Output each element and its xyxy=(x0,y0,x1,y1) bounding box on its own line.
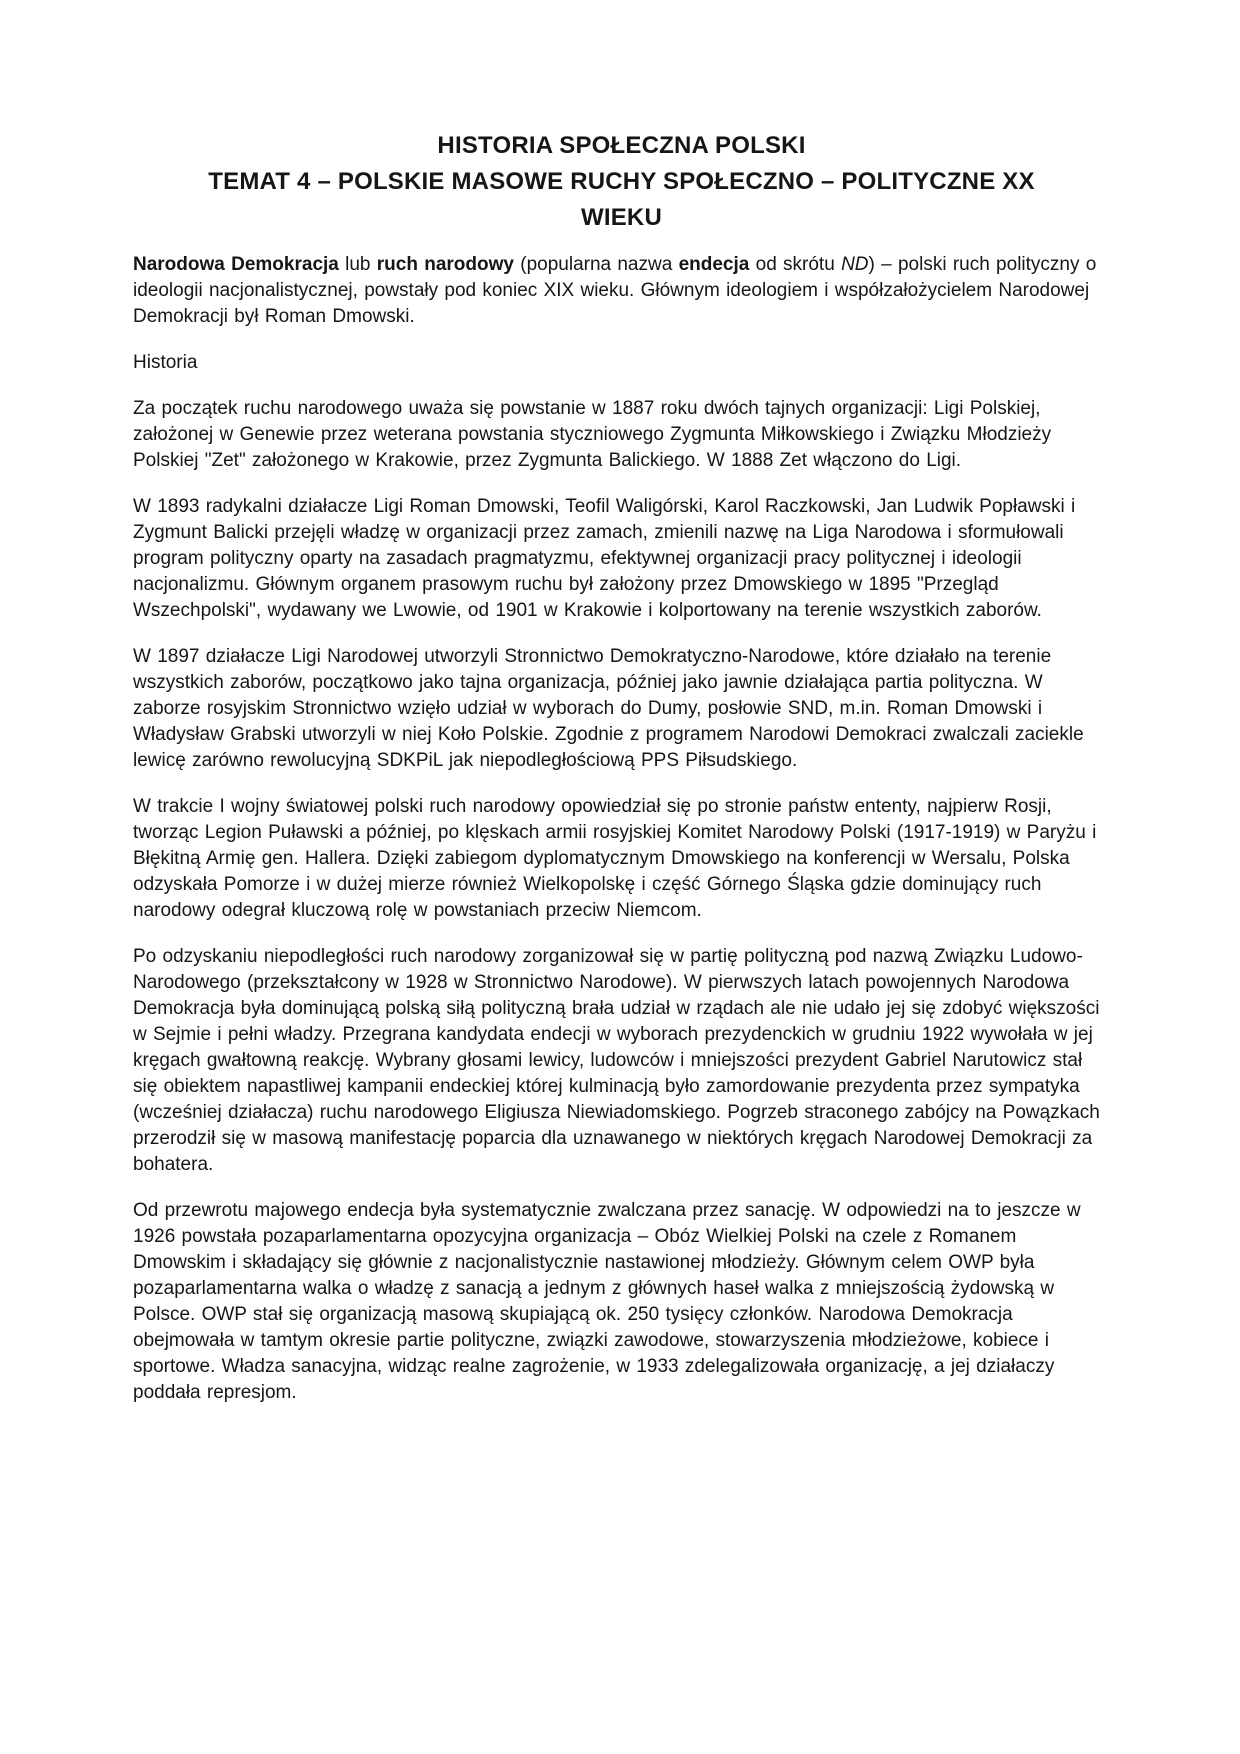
paragraph-1893-liga-narodowa: W 1893 radykalni działacze Ligi Roman Dmowski, Teofil Waligórski, Karol Raczkowski, Jan Ludwik Popławski i Zygmunt Balicki przejęli władzę w organizacji przez zamach, zmienili nazwę na Liga Narodowa i sformułowali program polityczny oparty na zasadach pragmatyzmu, efektywnej organizacji pracy politycznej i ideologii nacjonalizmu. Głównym organem prasowym ruchu był założony przez Dmowskiego w 1895 "Przegląd Wszechpolski", wydawany we Lwowie, od 1901 w Krakowie i kolportowany na terenie wszystkich zaborów. xyxy=(133,496,1076,621)
paragraph-1897-stronnictwo: W 1897 działacze Ligi Narodowej utworzyli Stronnictwo Demokratyczno-Narodowe, które działało na terenie wszystkich zaborów, początkowo jako tajna organizacja, później jako jawnie działająca partia polityczna. W zaborze rosyjskim Stronnictwo wzięło udział w wyborach do Dumy, posłowie SND, m.in. Roman Dmowski i Władysław Grabski utworzyli w niej Koło Polskie. Zgodnie z programem Narodowi Demokraci zwalczali zaciekle lewicę zarówno rewolucyjną SDKPiL jak niepodległościową PPS Piłsudskiego. xyxy=(133,646,1084,771)
paragraph-1887-origins: Za początek ruchu narodowego uważa się powstanie w 1887 roku dwóch tajnych organizacji: Ligi Polskiej, założonej w Genewie przez weterana powstania styczniowego Zygmunta Miłkowskiego i Związku Młodzieży Polskiej "Zet" założonego w Krakowie, przez Zygmunta Balickiego. W 1888 Zet włączono do Ligi. xyxy=(133,398,1052,471)
paragraph-owp: Od przewrotu majowego endecja była systematycznie zwalczana przez sanację. W odpowiedzi na to jeszcze w 1926 powstała pozaparlamentarna opozycyjna organizacja – Obóz Wielkiej Polski na czele z Romanem Dmowskim i składający się głównie z nacjonalistycznie nastawionej młodzieży. Głównym celem OWP była pozaparlamentarna walka o władzę z sanacją a jednym z głównych haseł walka z mniejszością żydowską w Polsce. OWP stał się organizacją masową skupiającą ok. 250 tysięcy członków. Narodowa Demokracja obejmowała w tamtym okresie partie polityczne, związki zawodowe, stowarzyszenia młodzieżowe, kobiece i sportowe. Władza sanacyjna, widząc realne zagrożenie, w 1933 zdelegalizowała organizację, a jej działaczy poddała represjom. xyxy=(133,1200,1081,1403)
section-heading-historia: Historia xyxy=(133,352,198,373)
document-title xyxy=(133,128,1110,236)
title-line-2: TEMAT 4 – POLSKIE MASOWE RUCHY SPOŁECZNO – POLITYCZNE XX xyxy=(208,168,1035,195)
lead-paragraph: Narodowa Demokracja lub ruch narodowy (popularna nazwa endecja od skrótu ND) – polski ruch polityczny o ideologii nacjonalistycznej, powstały pod koniec XIX wieku. Głównym ideologiem i współzałożycielem Narodowej Demokracji był Roman Dmowski. xyxy=(133,254,1097,327)
document-body xyxy=(133,252,1110,1406)
title-line-3: WIEKU xyxy=(581,204,662,231)
title-line-1: HISTORIA SPOŁECZNA POLSKI xyxy=(437,132,806,159)
paragraph-interwar: Po odzyskaniu niepodległości ruch narodowy zorganizował się w partię polityczną pod nazwą Związku Ludowo-Narodowego (przekształcony w 1928 w Stronnictwo Narodowe). W pierwszych latach powojennych Narodowa Demokracja była dominującą polską siłą polityczną brała udział w rządach ale nie udało jej się zdobyć większości w Sejmie i pełni władzy. Przegrana kandydata endecji w wyborach prezydenckich w grudniu 1922 wywołała w jej kręgach gwałtowną reakcję. Wybrany głosami lewicy, ludowców i mniejszości prezydent Gabriel Narutowicz stał się obiektem napastliwej kampanii endeckiej której kulminacją było zamordowanie prezydenta przez sympatyka (wcześniej działacza) ruchu narodowego Eligiusza Niewiadomskiego. Pogrzeb straconego zabójcy na Powązkach przerodził się w masową manifestację poparcia dla uznawanego w niektórych kręgach Narodowej Demokracji za bohatera. xyxy=(133,946,1100,1175)
paragraph-wwi: W trakcie I wojny światowej polski ruch narodowy opowiedział się po stronie państw ententy, najpierw Rosji, tworząc Legion Puławski a później, po klęskach armii rosyjskiej Komitet Narodowy Polski (1917-1919) w Paryżu i Błękitną Armię gen. Hallera. Dzięki zabiegom dyplomatycznym Dmowskiego na konferencji w Wersalu, Polska odzyskała Pomorze i w dużej mierze również Wielkopolskę i część Górnego Śląska gdzie dominujący ruch narodowy odegrał kluczową rolę w powstaniach przeciw Niemcom. xyxy=(133,796,1097,921)
